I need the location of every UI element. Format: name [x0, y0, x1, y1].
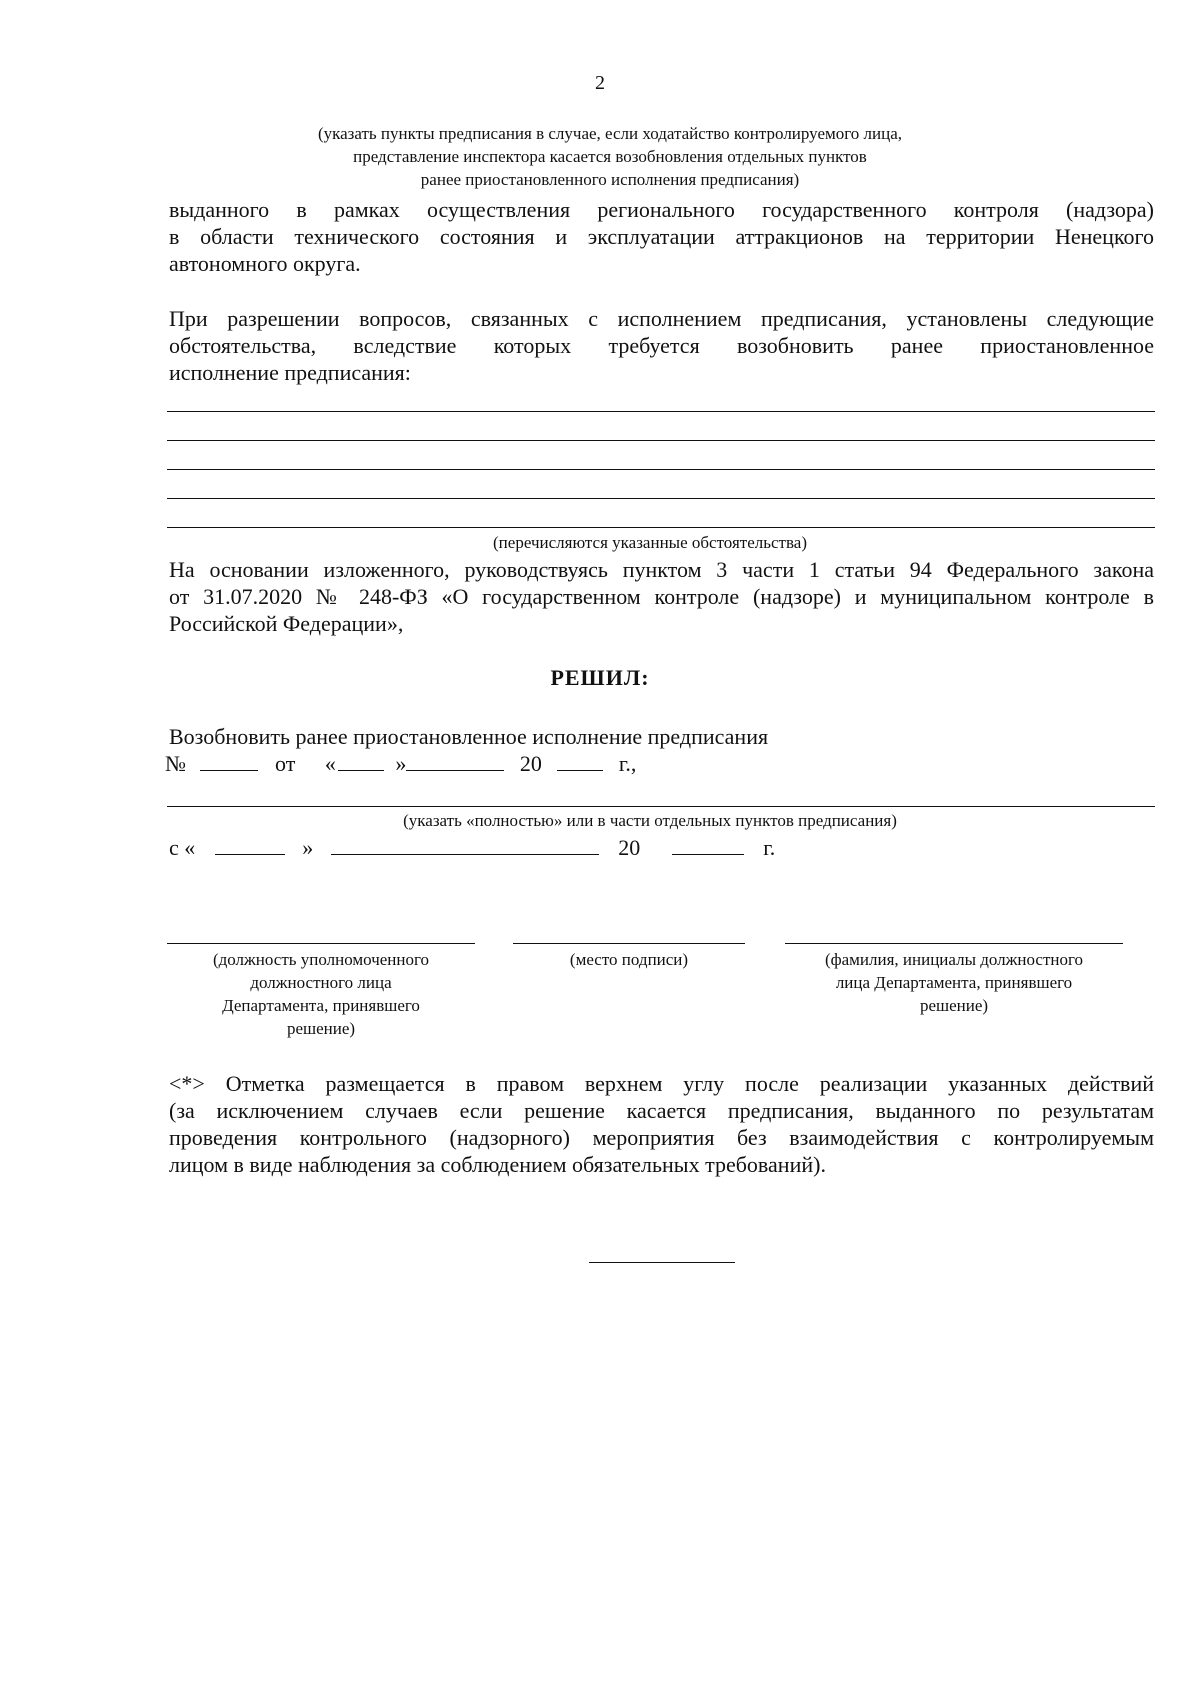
blank-line[interactable] [167, 411, 1155, 412]
footnote-line: <*> Отметка размещается в правом верхнем углу после реализации указанных действий [169, 1071, 1154, 1096]
blank-line[interactable] [167, 469, 1155, 470]
signature-position-field[interactable] [167, 943, 475, 944]
paragraph-line: от 31.07.2020 № 248-ФЗ «О государственном контроле (надзоре) и муниципальном контроле в [169, 584, 1154, 609]
blank-line[interactable] [167, 527, 1155, 528]
signature-caption-place [513, 948, 745, 971]
signature-caption-position [167, 948, 475, 1040]
order-day-field[interactable] [338, 750, 384, 771]
circumstances-caption: (перечисляются указанные обстоятельства) [493, 533, 807, 552]
page-number: 2 [595, 72, 605, 94]
header-note-line: (указать пункты предписания в случае, если ходатайство контролируемого лица, [317, 124, 903, 143]
caption-line: (должность уполномоченного [212, 950, 430, 969]
footnote-line: (за исключением случаев если решение касается предписания, выданного по результатам [169, 1098, 1154, 1123]
signature-place-field[interactable] [513, 943, 745, 944]
from-century: 20 [618, 835, 641, 860]
footnote-line: лицом в виде наблюдения за соблюдением обязательных требований). [169, 1152, 826, 1177]
scope-field[interactable] [167, 806, 1155, 807]
number-sign: № [165, 751, 186, 776]
header-note-line: представление инспектора касается возобновления отдельных пунктов [353, 147, 867, 166]
from-year-suffix: г. [763, 835, 776, 860]
order-year-suffix: г., [618, 751, 637, 776]
paragraph-line: Российской Федерации», [169, 611, 404, 636]
order-number-field[interactable] [200, 750, 258, 771]
from-word: от [275, 751, 296, 776]
paragraph-circumstances [169, 305, 1154, 386]
caption-line: решение) [919, 996, 989, 1015]
footnote-line: проведения контрольного (надзорного) мероприятия без взаимодействия с контролируемым [169, 1125, 1154, 1150]
header-note-line: ранее приостановленного исполнения предписания) [420, 170, 800, 189]
paragraph-line: На основании изложенного, руководствуясь пунктом 3 части 1 статьи 94 Федерального закона [169, 557, 1154, 582]
paragraph-control [169, 196, 1154, 277]
paragraph-line: в области технического состояния и эксплуатации аттракционов на территории Ненецкого [169, 224, 1154, 249]
paragraph-line: выданного в рамках осуществления регионального государственного контроля (надзора) [169, 197, 1154, 222]
paragraph-line: обстоятельства, вследствие которых требуется возобновить ранее приостановленное [169, 333, 1154, 358]
from-month-field[interactable] [331, 834, 599, 855]
order-month-field[interactable] [406, 750, 504, 771]
decision-title: РЕШИЛ: [550, 665, 650, 690]
caption-line: должностного лица [250, 973, 392, 992]
scope-caption: (указать «полностью» или в части отдельных пунктов предписания) [403, 811, 897, 830]
from-quote-close: » [302, 835, 314, 860]
caption-line: лица Департамента, принявшего [835, 973, 1073, 992]
caption-line: Департамента, принявшего [222, 996, 420, 1015]
order-year-field[interactable] [557, 750, 603, 771]
blank-line[interactable] [167, 498, 1155, 499]
paragraph-line: автономного округа. [169, 251, 361, 276]
header-note [170, 122, 1050, 191]
paragraph-line: При разрешении вопросов, связанных с исполнением предписания, установлены следующие [169, 306, 1154, 331]
paragraph-line: исполнение предписания: [169, 360, 411, 385]
caption-line: (место подписи) [569, 950, 689, 969]
from-date-line [169, 834, 775, 861]
from-year-field[interactable] [672, 834, 744, 855]
from-prefix: с « [169, 835, 196, 860]
end-divider [589, 1262, 735, 1263]
signature-caption-name [785, 948, 1123, 1017]
order-century: 20 [519, 751, 542, 776]
caption-line: решение) [286, 1019, 356, 1038]
resume-text: Возобновить ранее приостановленное исполнение предписания [169, 724, 769, 749]
from-day-field[interactable] [215, 834, 285, 855]
quote-open: « [324, 751, 336, 776]
order-line [165, 750, 636, 777]
blank-line[interactable] [167, 440, 1155, 441]
footnote [169, 1070, 1154, 1178]
quote-close: » [395, 751, 407, 776]
signature-name-field[interactable] [785, 943, 1123, 944]
paragraph-basis [169, 556, 1154, 637]
caption-line: (фамилия, инициалы должностного [824, 950, 1084, 969]
